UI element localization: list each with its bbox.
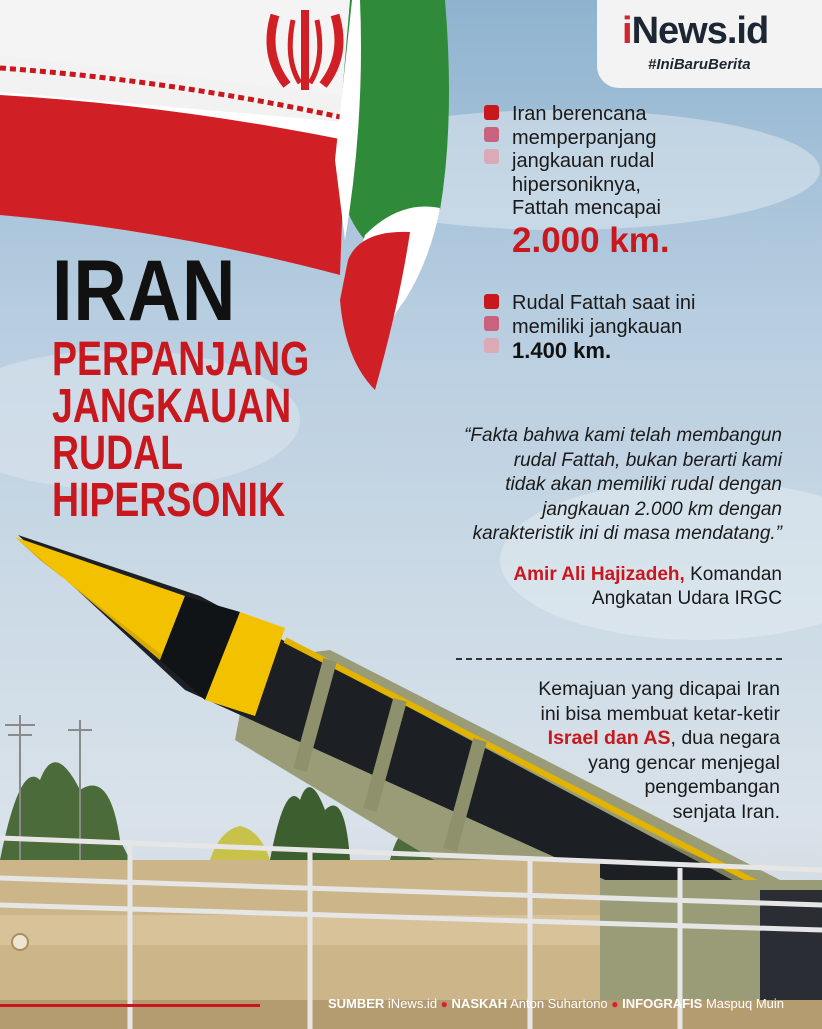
fact-value: 2.000 km. [512, 220, 670, 260]
quote-text: “Fakta bahwa kami telah membangun rudal Fattah, bukan berarti kami tidak akan memiliki rudal dengan jangkauan 2.000 km dengan karakteristik ini di masa mendatang.” [464, 425, 782, 544]
bullet-marker-icon [484, 105, 500, 171]
title-line: HIPERSONIK [52, 474, 286, 527]
brand-tagline: #IniBaruBerita [648, 56, 751, 73]
quote-attribution: Amir Ali Hajizadeh, Komandan Angkatan Udara IRGC [513, 564, 782, 609]
fact-text: Iran berencana memperpanjang jangkauan rudal hipersoniknya, Fattah mencapai 2.000 km. [512, 103, 814, 261]
footer-rule [0, 1004, 260, 1007]
title-main: IRAN [52, 243, 237, 339]
title-line: JANGKAUAN [52, 380, 292, 433]
fact-text: Rudal Fattah saat ini memiliki jangkauan 1.400 km. [512, 292, 814, 363]
highlight-text: Israel dan AS [547, 727, 671, 749]
fact-value: 1.400 km. [512, 338, 612, 363]
divider [456, 658, 782, 660]
fact-point-1 [484, 103, 814, 261]
speaker-name: Amir Ali Hajizadeh, [513, 564, 685, 585]
title-line: RUDAL [52, 427, 184, 480]
title-line: PERPANJANG [52, 333, 310, 386]
brand-logo: iNews.id [622, 10, 769, 52]
fact-point-2 [484, 292, 814, 363]
bullet-marker-icon [484, 294, 500, 360]
credits: SUMBER iNews.id ● NASKAH Anton Suhartono ● INFOGRAFIS Maspuq Muin [327, 996, 784, 1011]
closing-paragraph: Kemajuan yang dicapai Iran ini bisa membuat ketar-ketir Israel dan AS, dua negara yang gencar menjegal pengembangan senjata Iran. [538, 678, 780, 823]
